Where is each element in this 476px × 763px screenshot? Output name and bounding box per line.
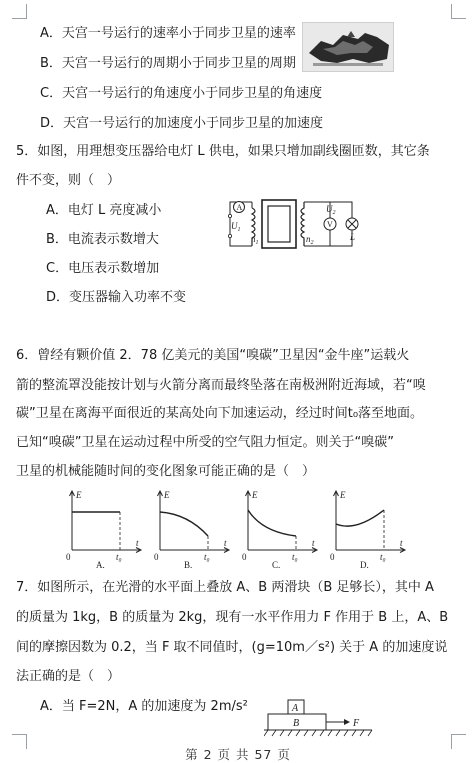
q5-stem-line-1: 5．如图，用理想变压器给电灯 L 供电，如果只增加副线圈匝数，其它条 xyxy=(16,144,430,159)
graph-d xyxy=(330,490,405,570)
stacked-blocks-diagram xyxy=(264,694,376,740)
svg-text:U2: $U_2$ xyxy=(326,204,336,216)
q4-option-d: D．天宫一号运行的加速度小于同步卫星的加速度 xyxy=(40,116,324,131)
svg-text:E: E xyxy=(252,490,258,500)
svg-text:0: 0 xyxy=(242,552,247,562)
svg-text:F: F xyxy=(353,718,360,729)
q6-stem-line-4: 已知“嗅碳”卫星在运动过程中所受的空气阻力恒定。则关于“嗅碳” xyxy=(16,435,394,450)
q7-option-a: A．当 F=2N，A 的加速度为 2m/s² xyxy=(40,699,248,714)
svg-text:t₀: t₀ xyxy=(292,552,298,562)
q5-option-a: A．电灯 L 亮度减小 xyxy=(46,203,162,218)
svg-text:E: E xyxy=(164,490,170,500)
svg-text:A: A xyxy=(236,203,243,212)
svg-text:0: 0 xyxy=(66,552,71,562)
q7-stem-line-1: 7．如图所示，在光滑的水平面上叠放 A、B 两滑块（B 足够长），其中 A xyxy=(16,580,434,595)
svg-text:t: t xyxy=(312,538,315,548)
page-footer: 第 2 页 共 57 页 xyxy=(185,747,291,762)
svg-text:E: E xyxy=(76,490,82,500)
svg-text:0: 0 xyxy=(154,552,159,562)
svg-text:t: t xyxy=(400,538,403,548)
page-corner-mark xyxy=(451,4,466,19)
q5-option-c: C．电压表示数增加 xyxy=(46,261,160,276)
q7-stem-line-4: 法正确的是（ ） xyxy=(16,669,121,684)
q4-option-a: A．天宫一号运行的速率小于同步卫星的速率 xyxy=(40,26,296,41)
svg-text:B: B xyxy=(293,718,300,729)
q7-stem-line-2: 的质量为 1kg，B 的质量为 2kg，现有一水平作用力 F 作用于 B 上，A、B xyxy=(16,610,449,625)
svg-text:L: L xyxy=(350,232,356,242)
graph-c xyxy=(242,490,317,570)
graph-b xyxy=(154,490,229,570)
q5-stem-line-2: 件不变，则（ ） xyxy=(16,173,121,188)
svg-text:0: 0 xyxy=(330,552,335,562)
energy-time-graphs xyxy=(62,488,412,570)
q5-option-b: B．电流表示数增大 xyxy=(46,232,159,247)
svg-text:t₀: t₀ xyxy=(116,552,122,562)
svg-text:n1: $n_1$ xyxy=(251,234,259,246)
svg-text:t₀: t₀ xyxy=(204,552,210,562)
page-corner-mark xyxy=(12,4,27,19)
svg-text:B.: B. xyxy=(184,560,193,570)
svg-text:n2: $n_2$ xyxy=(306,234,314,246)
q6-stem-line-3: 碳”卫星在离海平面很近的某高处向下加速运动，经过时间t₀落至地面。 xyxy=(16,406,424,421)
svg-text:t: t xyxy=(224,538,227,548)
svg-text:D.: D. xyxy=(360,560,369,570)
svg-text:A: A xyxy=(292,703,299,714)
svg-text:t: t xyxy=(136,538,139,548)
svg-text:A.: A. xyxy=(96,560,105,570)
q4-option-b: B．天宫一号运行的周期小于同步卫星的周期 xyxy=(40,56,296,71)
q4-option-c: C．天宫一号运行的角速度小于同步卫星的角速度 xyxy=(40,86,323,101)
svg-text:U1: $U_1$ xyxy=(231,221,241,233)
q5-option-d: D．变压器输入功率不变 xyxy=(46,290,187,305)
q6-stem-line-5: 卫星的机械能随时间的变化图象可能正确的是（ ） xyxy=(16,464,316,479)
svg-text:t₀: t₀ xyxy=(380,552,386,562)
satellite-photo xyxy=(302,22,394,72)
graph-a xyxy=(66,490,141,570)
svg-text:C.: C. xyxy=(272,560,281,570)
q7-stem-line-3: 间的摩擦因数为 0.2，当 F 取不同值时，(g=10m／s²) 关于 A 的加速度说 xyxy=(16,640,448,655)
q6-stem-line-2: 箭的整流罩没能按计划与火箭分离而最终坠落在南极洲附近海域，若“嗅 xyxy=(16,378,426,393)
transformer-circuit-diagram xyxy=(222,194,362,258)
q6-stem-line-1: 6．曾经有颗价值 2．78 亿美元的美国“嗅碳”卫星因“金牛座”运载火 xyxy=(16,348,410,363)
svg-text:V: V xyxy=(327,220,333,229)
svg-text:E: E xyxy=(340,490,346,500)
